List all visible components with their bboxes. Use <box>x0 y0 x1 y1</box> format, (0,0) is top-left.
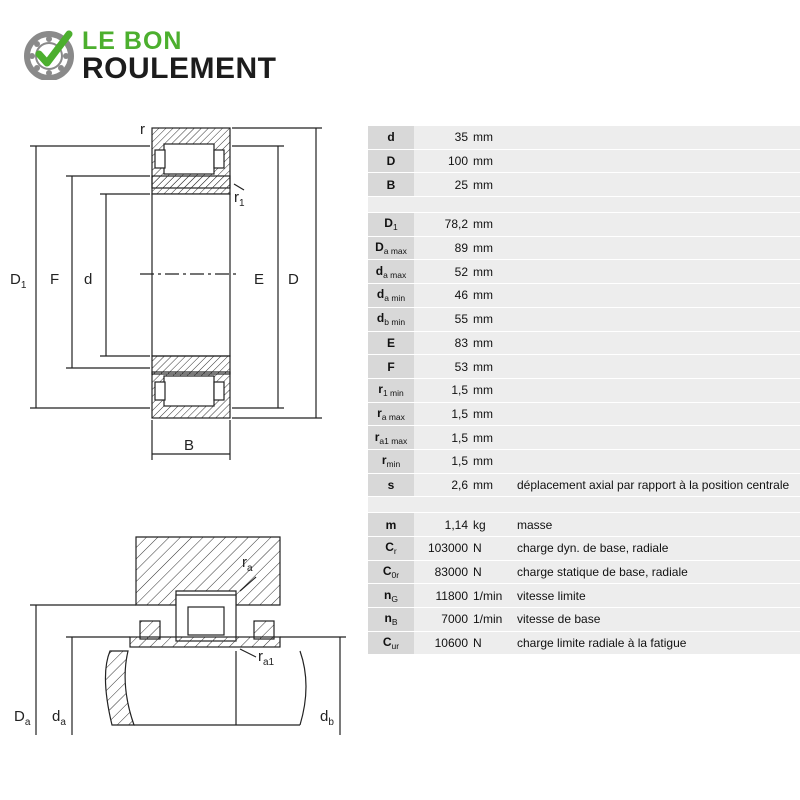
symbol-subscript: B <box>391 617 398 628</box>
table-spacer-row <box>368 497 800 513</box>
label-r: r <box>140 121 145 138</box>
row-symbol <box>368 284 414 308</box>
row-description <box>509 449 800 473</box>
table-row <box>368 213 800 237</box>
row-value: 46 <box>414 284 472 308</box>
table-row <box>368 560 800 584</box>
row-unit: mm <box>472 355 509 379</box>
row-value: 78,2 <box>414 213 472 237</box>
symbol-letter: r <box>374 429 380 444</box>
row-symbol <box>368 513 414 537</box>
row-value: 83000 <box>414 560 472 584</box>
label-da-sub: a <box>60 717 66 728</box>
row-unit: N <box>472 537 509 561</box>
label-da: d <box>52 708 61 725</box>
row-value: 103000 <box>414 537 472 561</box>
label-D1: D <box>10 271 21 288</box>
symbol-subscript: a min <box>384 293 406 304</box>
row-description <box>509 149 800 173</box>
label-ra1-sub: a1 <box>263 657 275 668</box>
table-row <box>368 473 800 497</box>
row-value: 7000 <box>414 608 472 632</box>
row-unit: mm <box>472 426 509 450</box>
symbol-subscript: a1 max <box>379 435 408 446</box>
row-description <box>509 260 800 284</box>
label-F: F <box>50 271 60 288</box>
row-unit: mm <box>472 307 509 331</box>
row-value: 35 <box>414 126 472 149</box>
row-value: 25 <box>414 173 472 197</box>
symbol-letter: d <box>375 263 384 278</box>
row-description: déplacement axial par rapport à la position centrale <box>509 473 800 497</box>
row-symbol <box>368 331 414 355</box>
symbol-subscript: r <box>393 546 397 557</box>
row-symbol <box>368 355 414 379</box>
svg-text:r1 <box>234 189 245 209</box>
symbol-letter: d <box>376 311 385 326</box>
row-unit: mm <box>472 149 509 173</box>
row-description <box>509 126 800 149</box>
bearing-cross-section-drawing <box>0 110 330 470</box>
symbol-subscript: a max <box>383 269 407 280</box>
table-row <box>368 631 800 655</box>
table-row <box>368 449 800 473</box>
row-unit: 1/min <box>472 608 509 632</box>
mounting-dimensions-drawing <box>0 525 360 785</box>
row-unit: kg <box>472 513 509 537</box>
row-symbol <box>368 537 414 561</box>
row-value: 1,5 <box>414 402 472 426</box>
label-E: E <box>254 271 265 288</box>
symbol-letter: s <box>387 477 395 492</box>
svg-text:db <box>320 708 334 728</box>
row-unit: mm <box>472 378 509 402</box>
table-row <box>368 426 800 450</box>
label-ra-sub: a <box>247 563 253 574</box>
symbol-letter: F <box>387 359 395 374</box>
row-unit: mm <box>472 213 509 237</box>
label-D1-sub: 1 <box>20 280 27 291</box>
brand-logo[interactable] <box>22 26 302 86</box>
symbol-letter: d <box>376 287 385 302</box>
row-symbol <box>368 149 414 173</box>
symbol-letter: E <box>386 335 395 350</box>
row-description: charge dyn. de base, radiale <box>509 537 800 561</box>
symbol-subscript: b min <box>384 317 406 328</box>
table-row <box>368 584 800 608</box>
row-value: 53 <box>414 355 472 379</box>
symbol-subscript: ur <box>391 641 400 652</box>
row-description <box>509 236 800 260</box>
symbol-letter: d <box>387 130 395 145</box>
spacer-cell <box>368 497 800 513</box>
symbol-letter: D <box>386 154 396 169</box>
row-description: vitesse de base <box>509 608 800 632</box>
row-value: 2,6 <box>414 473 472 497</box>
bearing-check-icon <box>22 26 76 80</box>
symbol-subscript: G <box>391 593 398 604</box>
row-symbol <box>368 631 414 655</box>
row-unit: mm <box>472 473 509 497</box>
bearing-spec-table <box>368 126 800 655</box>
row-value: 52 <box>414 260 472 284</box>
symbol-letter: D <box>375 240 384 255</box>
table-row <box>368 608 800 632</box>
row-value: 83 <box>414 331 472 355</box>
table-row <box>368 402 800 426</box>
row-description: masse <box>509 513 800 537</box>
table-spacer-row <box>368 197 800 213</box>
table-row <box>368 284 800 308</box>
label-d: d <box>84 271 93 288</box>
row-symbol <box>368 213 414 237</box>
row-unit: mm <box>472 284 509 308</box>
row-symbol <box>368 236 414 260</box>
symbol-subscript: 0r <box>391 570 400 581</box>
row-unit: 1/min <box>472 584 509 608</box>
symbol-letter: C <box>382 564 392 579</box>
symbol-letter: C <box>382 635 392 650</box>
row-description: charge limite radiale à la fatigue <box>509 631 800 655</box>
row-symbol <box>368 584 414 608</box>
row-description: vitesse limite <box>509 584 800 608</box>
table-row <box>368 331 800 355</box>
row-value: 1,5 <box>414 426 472 450</box>
row-symbol <box>368 473 414 497</box>
label-B: B <box>184 437 195 454</box>
symbol-subscript: a max <box>381 411 405 422</box>
table-row <box>368 126 800 149</box>
row-description <box>509 378 800 402</box>
logo-line-2: ROULEMENT <box>82 52 277 85</box>
row-symbol <box>368 608 414 632</box>
symbol-letter: B <box>386 177 396 192</box>
logo-line-1: LE BON <box>82 27 183 55</box>
label-ra: r <box>242 554 247 571</box>
row-value: 1,5 <box>414 378 472 402</box>
row-unit: mm <box>472 126 509 149</box>
table-row <box>368 173 800 197</box>
label-Da-sub: a <box>24 717 31 728</box>
label-db-sub: b <box>328 717 334 728</box>
row-value: 11800 <box>414 584 472 608</box>
row-value: 55 <box>414 307 472 331</box>
symbol-letter: n <box>384 611 392 626</box>
symbol-subscript: 1 <box>392 222 398 233</box>
table-row <box>368 236 800 260</box>
symbol-letter: r <box>377 405 382 420</box>
row-symbol <box>368 560 414 584</box>
table-row <box>368 537 800 561</box>
row-symbol <box>368 126 414 149</box>
row-unit: mm <box>472 236 509 260</box>
label-r1-sub: 1 <box>239 198 245 209</box>
row-unit: mm <box>472 402 509 426</box>
row-unit: mm <box>472 449 509 473</box>
symbol-letter: n <box>384 587 392 602</box>
table-row <box>368 307 800 331</box>
symbol-letter: D <box>384 216 393 231</box>
symbol-subscript: a max <box>383 246 407 257</box>
table-row <box>368 355 800 379</box>
svg-text:da <box>52 708 66 728</box>
row-description <box>509 307 800 331</box>
row-description <box>509 284 800 308</box>
symbol-letter: r <box>381 453 387 468</box>
row-description <box>509 173 800 197</box>
row-unit: N <box>472 631 509 655</box>
symbol-letter: r <box>378 382 383 397</box>
table-row <box>368 378 800 402</box>
row-unit: N <box>472 560 509 584</box>
row-value: 10600 <box>414 631 472 655</box>
row-description <box>509 355 800 379</box>
svg-text:D1 <box>10 271 27 291</box>
spacer-cell <box>368 197 800 213</box>
svg-text:Da <box>14 708 31 728</box>
row-description: charge statique de base, radiale <box>509 560 800 584</box>
row-unit: mm <box>472 331 509 355</box>
symbol-subscript: min <box>386 459 401 470</box>
row-value: 89 <box>414 236 472 260</box>
label-db: d <box>320 708 329 725</box>
row-unit: mm <box>472 260 509 284</box>
label-D: D <box>288 271 299 288</box>
row-symbol <box>368 426 414 450</box>
row-value: 1,14 <box>414 513 472 537</box>
row-symbol <box>368 173 414 197</box>
symbol-subscript: 1 min <box>382 388 404 399</box>
row-value: 1,5 <box>414 449 472 473</box>
row-symbol <box>368 260 414 284</box>
row-description <box>509 426 800 450</box>
symbol-letter: m <box>385 517 397 532</box>
row-symbol <box>368 449 414 473</box>
svg-text:ra1 <box>258 648 275 668</box>
row-symbol <box>368 402 414 426</box>
row-description <box>509 402 800 426</box>
label-ra1: r <box>258 648 263 665</box>
table-row <box>368 149 800 173</box>
table-row <box>368 260 800 284</box>
row-description <box>509 331 800 355</box>
symbol-letter: C <box>385 540 394 555</box>
label-r1: r <box>234 189 239 206</box>
row-description <box>509 213 800 237</box>
row-unit: mm <box>472 173 509 197</box>
row-symbol <box>368 378 414 402</box>
row-symbol <box>368 307 414 331</box>
table-row <box>368 513 800 537</box>
row-value: 100 <box>414 149 472 173</box>
label-Da: D <box>14 708 25 725</box>
